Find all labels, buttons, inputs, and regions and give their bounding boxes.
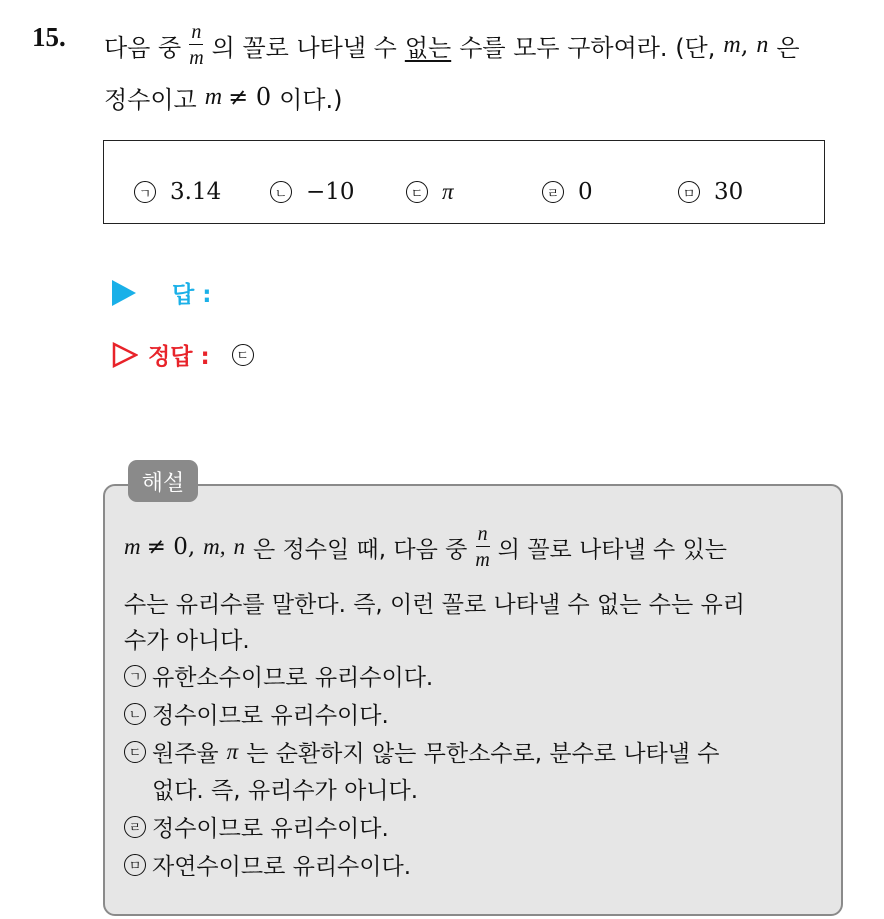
item-mark: ㄷ [124, 741, 146, 763]
answer-label: 답 : [172, 282, 212, 308]
explanation-line-1 [124, 524, 727, 570]
choice-mark: ㄴ [270, 181, 292, 203]
choice-value: 3.14 [170, 179, 222, 205]
question-text: 은 [776, 33, 800, 62]
fraction-numerator: n [477, 523, 488, 545]
item-text: 원주율 [152, 741, 219, 767]
var-m: m, [203, 534, 226, 559]
explanation-item-3 [124, 735, 720, 768]
question-text: 다음 중 [104, 33, 182, 62]
explanation-text: 은 정수일 때, 다음 중 [253, 536, 468, 563]
choice-5 [678, 179, 743, 205]
explanation-item-5 [124, 848, 411, 881]
fraction-numerator: n [191, 21, 202, 43]
comma: , [740, 31, 749, 59]
item-mark: ㄱ [124, 665, 146, 687]
correct-answer-label: 정답 : [148, 344, 210, 370]
explanation-text: 의 꼴로 나타낼 수 있는 [497, 536, 728, 563]
choice-4 [542, 179, 593, 205]
question-number: 15. [32, 22, 66, 52]
answer-row [112, 276, 211, 309]
question-text: 의 꼴로 나타낼 수 [211, 33, 397, 62]
choice-value: π [442, 179, 454, 204]
var-n: n [233, 534, 246, 559]
pi-symbol: π [226, 738, 239, 764]
fraction-denominator: m [189, 47, 204, 69]
choice-mark: ㄷ [406, 181, 428, 203]
play-icon [112, 280, 136, 306]
question-text-line2 [104, 78, 342, 116]
correct-answer-mark: ㄷ [232, 344, 254, 366]
explanation-line-2: 수는 유리수를 말한다. 즉, 이런 꼴로 나타낼 수 없는 수는 유리 [124, 592, 745, 618]
item-text: 는 순환하지 않는 무한소수로, 분수로 나타낼 수 [246, 741, 720, 767]
choice-mark: ㄱ [134, 181, 156, 203]
var-n: n [756, 31, 769, 58]
choice-1 [134, 179, 221, 205]
choice-value: −10 [306, 179, 355, 205]
question-text: 수를 모두 구하여라. (단, [459, 33, 716, 62]
explanation-item-2 [124, 697, 389, 730]
choice-2 [270, 179, 355, 205]
play-outline-icon [112, 342, 138, 368]
explanation-item-3-cont: 없다. 즉, 유리수가 아니다. [152, 778, 419, 804]
condition: ≠ 0 [228, 83, 272, 111]
choice-value: 30 [714, 179, 744, 205]
item-mark: ㅁ [124, 854, 146, 876]
item-text: 정수이므로 유리수이다. [152, 703, 389, 729]
choice-3 [406, 179, 454, 205]
choice-mark: ㄹ [542, 181, 564, 203]
choice-mark: ㅁ [678, 181, 700, 203]
item-mark: ㄹ [124, 816, 146, 838]
choice-box [103, 140, 825, 224]
question-emphasis: 없는 [404, 33, 452, 62]
condition: ≠ 0, [146, 534, 196, 560]
item-text: 정수이므로 유리수이다. [152, 816, 389, 842]
var-m: m [124, 534, 141, 559]
item-text: 자연수이므로 유리수이다. [152, 854, 412, 880]
fraction-denominator: m [475, 549, 490, 571]
fraction-n-over-m [475, 524, 489, 570]
item-text: 유한소수이므로 유리수이다. [152, 665, 434, 691]
var-m: m [723, 31, 741, 58]
choice-value: 0 [578, 179, 593, 205]
explanation-tab: 해설 [128, 460, 198, 502]
item-mark: ㄴ [124, 703, 146, 725]
explanation-item-1 [124, 659, 433, 692]
question-text: 정수이고 [104, 85, 197, 114]
question-text: 이다.) [279, 85, 343, 114]
explanation-line-3: 수가 아니다. [124, 628, 250, 654]
correct-answer-row [112, 338, 268, 371]
var-m: m [204, 83, 223, 110]
question-text-line1 [104, 18, 800, 72]
fraction-n-over-m [189, 22, 203, 68]
explanation-item-4 [124, 810, 389, 843]
